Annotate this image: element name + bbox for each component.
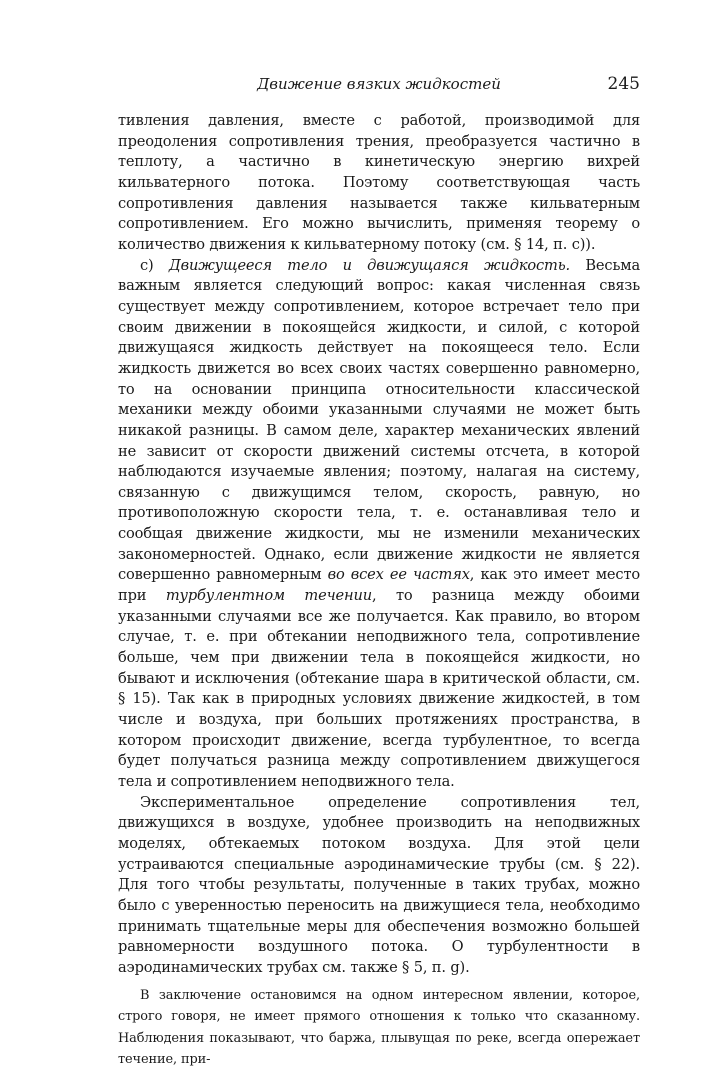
paragraph-text-c: , то разница между обоими указанными случаями все же получается. Как правило, во втором случае, т. е. при обтекании неподвижного тела, сопротивление больше, чем при движении тела в покоящейся жидкости, но бывают и исключения (обтекание шара в критической области, см. § 15). Так как в природных условиях движение жидкостей, в том числе и воздуха, при больших протяжениях пространства, в котором происходит движение, всегда турбулентное, то всегда будет получаться разница между сопротивлением движущегося тела и сопротивлением неподвижного тела. xyxy=(118,587,640,790)
paragraph-experimental: Экспериментальное определение сопротивления тел, движущихся в воздухе, удобнее производить на неподвижных моделях, обтекаемых потоком воздуха. Для этой цели устраиваются специальные аэродинамические трубы (см. § 22). Для того чтобы результаты, полученные в таких трубах, можно было с уверенностью переносить на движущиеся тела, необходимо принимать тщательные меры для обеспечения возможно большей равномерности воздушного потока. О турбулентности в аэродинамических трубах см. также § 5, п. g). xyxy=(118,793,640,976)
paragraph-section-c xyxy=(118,256,640,793)
emphasis-text: во всех ее частях xyxy=(327,566,470,584)
page-number: 245 xyxy=(607,74,640,94)
item-marker: c) xyxy=(140,256,169,274)
body-text xyxy=(118,111,640,1071)
paragraph-small-print: В заключение остановимся на одном интересном явлении, которое, строго говоря, не имеет прямого отношения к только что сказанному. Наблюдения показывают, что баржа, плывущая по реке, всегда опережает течение, при- xyxy=(118,987,640,1068)
emphasis-text: турбулентном течении xyxy=(165,587,372,605)
running-title: Движение вязких жидкостей xyxy=(257,75,501,93)
paragraph-continuation: тивления давления, вместе с работой, производимой для преодоления сопротивления трения, преобразуется частично в теплоту, а частично в кинетическую энергию вихрей кильватерного потока. Поэтому соответствующая часть сопротивления давления называется также кильватерным сопротивлением. Его можно вычислить, применяя теорему о количество движения к кильватерному потоку (см. § 14, п. c)). xyxy=(118,112,640,253)
paragraph-text-a: Весьма важным является следующий вопрос: какая численная связь существует между сопротивлением, которое встречает тело при своим движении в покоящейся жидкости, и силой, с которой движущаяся жидкость действует на покоящееся тело. Если жидкость движется во всех своих частях совершенно равномерно, то на основании принципа относительности классической механики между обоими указанными случаями не может быть никакой разницы. В самом деле, характер механических явлений не зависит от скорости движений системы отсчета, в которой наблюдаются изучаемые явления; поэтому, налагая на систему, связанную с движущимся телом, скорость, равную, но противоположную скорости тела, т. е. останавливая тело и сообщая движение жидкости, мы не изменили механических закономерностей. Однако, если движение жидкости не является совершенно равномерным xyxy=(118,256,640,584)
paragraph-text-b: , как это имеет место при xyxy=(118,566,640,605)
running-header xyxy=(118,72,640,96)
section-heading: Движущееся тело и движущаяся жидкость. xyxy=(168,256,571,274)
main-text xyxy=(118,111,640,979)
small-print-text xyxy=(118,985,640,1071)
